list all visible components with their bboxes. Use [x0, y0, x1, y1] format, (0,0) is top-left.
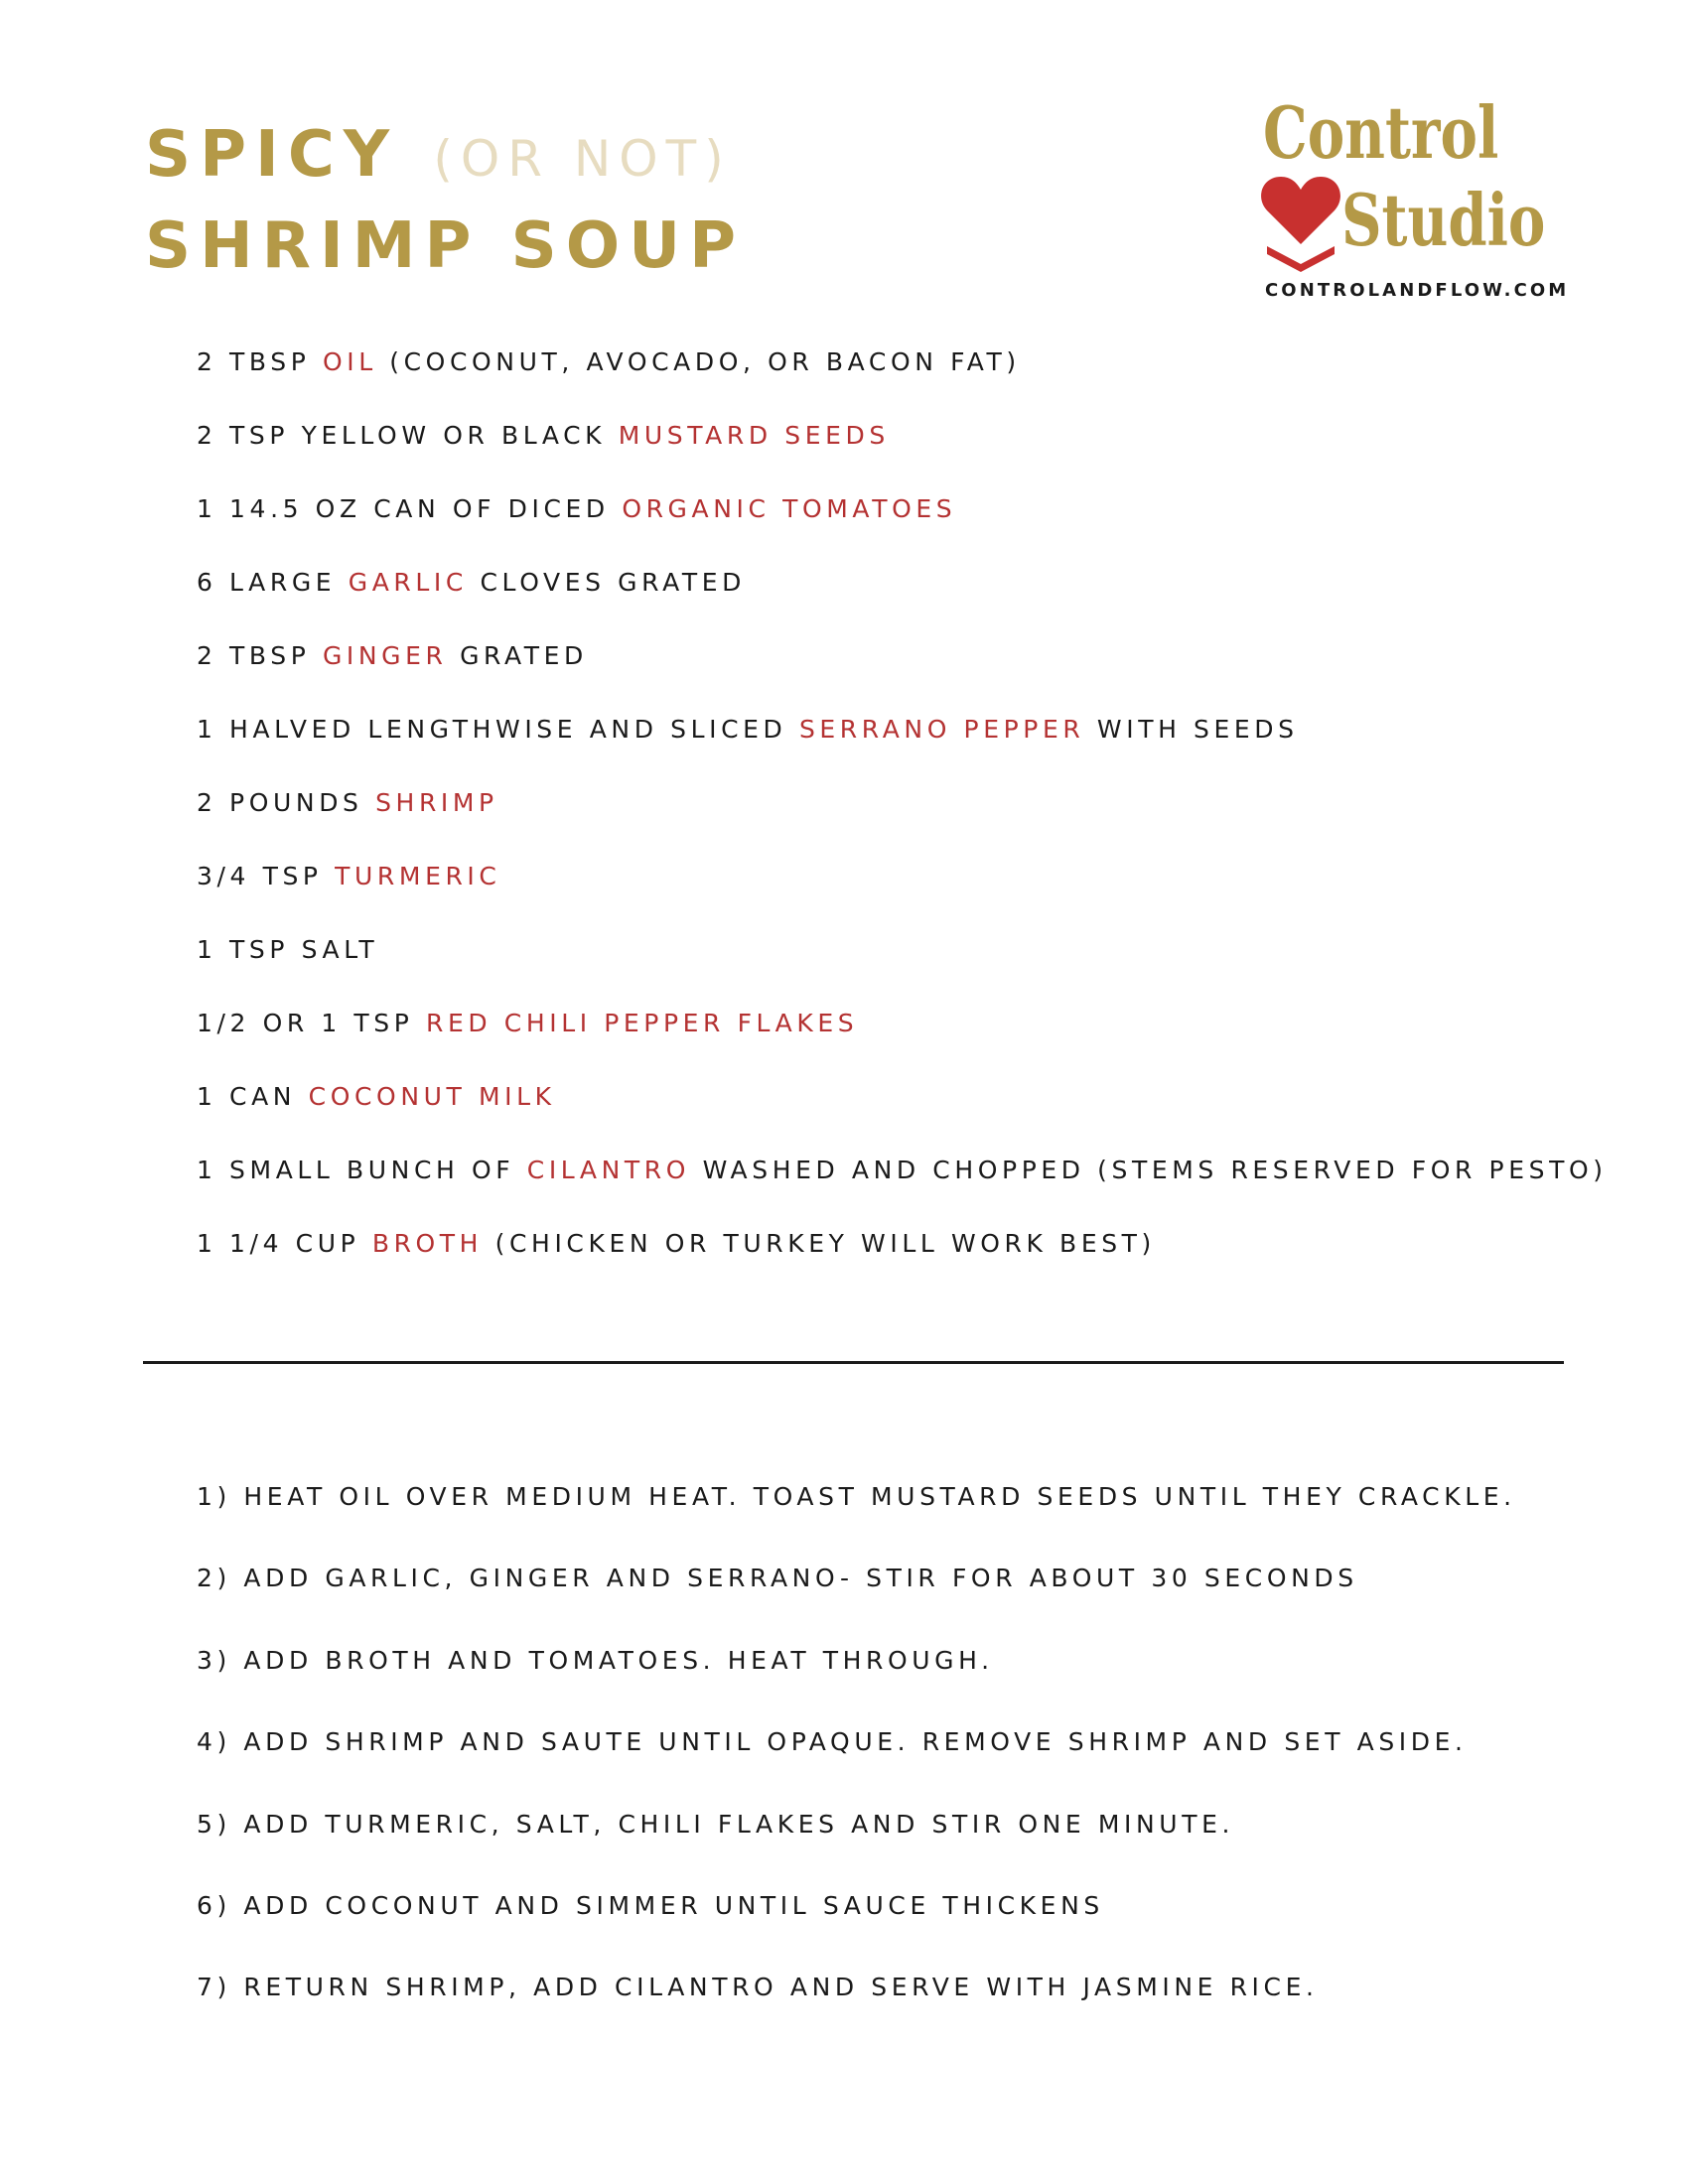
ingredient-text: 1 HALVED LENGTHWISE AND SLICED	[197, 715, 799, 744]
logo-word-control: Control	[1263, 90, 1499, 175]
control-studio-logo	[1261, 90, 1579, 306]
ingredient-highlight: TURMERIC	[335, 862, 501, 890]
ingredient-text: 1/2 OR 1 TSP	[197, 1009, 426, 1037]
ingredient-item	[197, 416, 1608, 489]
ingredient-item	[197, 636, 1608, 710]
ingredient-text: 3/4 TSP	[197, 862, 336, 890]
ingredient-item	[197, 342, 1608, 416]
ingredient-highlight: GINGER	[322, 641, 448, 670]
ingredient-text: 1 CAN	[197, 1082, 309, 1111]
recipe-title	[145, 111, 745, 290]
ingredient-item	[197, 857, 1608, 930]
ingredient-item	[197, 930, 1608, 1004]
ingredient-highlight: MUSTARD SEEDS	[618, 421, 890, 450]
ingredient-item	[197, 563, 1608, 636]
ingredient-text: 2 TSP YELLOW OR BLACK	[197, 421, 619, 450]
instruction-step: 3) ADD BROTH AND TOMATOES. HEAT THROUGH.	[197, 1645, 994, 1675]
ingredient-text: CLOVES GRATED	[467, 568, 746, 597]
ingredient-highlight: GARLIC	[348, 568, 468, 597]
ingredient-highlight: COCONUT MILK	[308, 1082, 556, 1111]
ingredient-text: 2 TBSP	[197, 641, 323, 670]
ingredient-text: 2 POUNDS	[197, 788, 376, 817]
ingredient-text: 6 LARGE	[197, 568, 349, 597]
instruction-step: 5) ADD TURMERIC, SALT, CHILI FLAKES AND STIR ONE MINUTE.	[197, 1809, 1235, 1839]
ingredient-text: 1 1/4 CUP	[197, 1229, 372, 1258]
ingredient-highlight: CILANTRO	[526, 1156, 691, 1184]
ingredient-item	[197, 1004, 1608, 1077]
ingredient-text: GRATED	[447, 641, 588, 670]
step-list	[197, 1477, 1516, 2050]
ingredient-highlight: SHRIMP	[375, 788, 498, 817]
instruction-step: 4) ADD SHRIMP AND SAUTE UNTIL OPAQUE. REMOVE SHRIMP AND SET ASIDE.	[197, 1727, 1468, 1757]
ingredient-highlight: RED CHILI PEPPER FLAKES	[426, 1009, 859, 1037]
section-divider	[143, 1361, 1564, 1364]
ingredient-text: (CHICKEN OR TURKEY WILL WORK BEST)	[483, 1229, 1156, 1258]
title-line-2: SHRIMP SOUP	[145, 209, 745, 283]
ingredient-item	[197, 1077, 1608, 1151]
ingredient-text: 1 14.5 OZ CAN OF DICED	[197, 494, 623, 523]
title-word-spicy: SPICY	[145, 118, 399, 192]
logo-url: CONTROLANDFLOW.COM	[1265, 280, 1570, 301]
ingredient-highlight: ORGANIC TOMATOES	[622, 494, 957, 523]
ingredient-item	[197, 1151, 1608, 1224]
ingredient-text: WITH SEEDS	[1084, 715, 1299, 744]
ingredient-highlight: OIL	[322, 347, 377, 376]
ingredient-list	[197, 342, 1608, 1297]
ingredient-text: 1 SMALL BUNCH OF	[197, 1156, 527, 1184]
ingredient-item	[197, 710, 1608, 783]
instruction-step: 1) HEAT OIL OVER MEDIUM HEAT. TOAST MUSTARD SEEDS UNTIL THEY CRACKLE.	[197, 1482, 1516, 1511]
title-subtitle: (OR NOT)	[433, 130, 732, 188]
title-line-1	[145, 111, 745, 203]
ingredient-item	[197, 489, 1608, 563]
instruction-step: 2) ADD GARLIC, GINGER AND SERRANO- STIR FOR ABOUT 30 SECONDS	[197, 1564, 1358, 1593]
ingredient-text: 1 TSP SALT	[197, 935, 379, 964]
ingredient-text: WASHED AND CHOPPED (STEMS RESERVED FOR PESTO)	[690, 1156, 1608, 1184]
ingredient-item	[197, 1224, 1608, 1297]
ingredient-text: 2 TBSP	[197, 347, 323, 376]
ingredient-text: (COCONUT, AVOCADO, OR BACON FAT)	[376, 347, 1021, 376]
ingredient-highlight: SERRANO PEPPER	[798, 715, 1085, 744]
ingredient-highlight: BROTH	[371, 1229, 484, 1258]
instruction-step: 6) ADD COCONUT AND SIMMER UNTIL SAUCE THICKENS	[197, 1890, 1104, 1920]
instruction-step: 7) RETURN SHRIMP, ADD CILANTRO AND SERVE WITH JASMINE RICE.	[197, 1973, 1319, 2002]
logo-word-studio: Studio	[1341, 178, 1546, 262]
ingredient-item	[197, 783, 1608, 857]
